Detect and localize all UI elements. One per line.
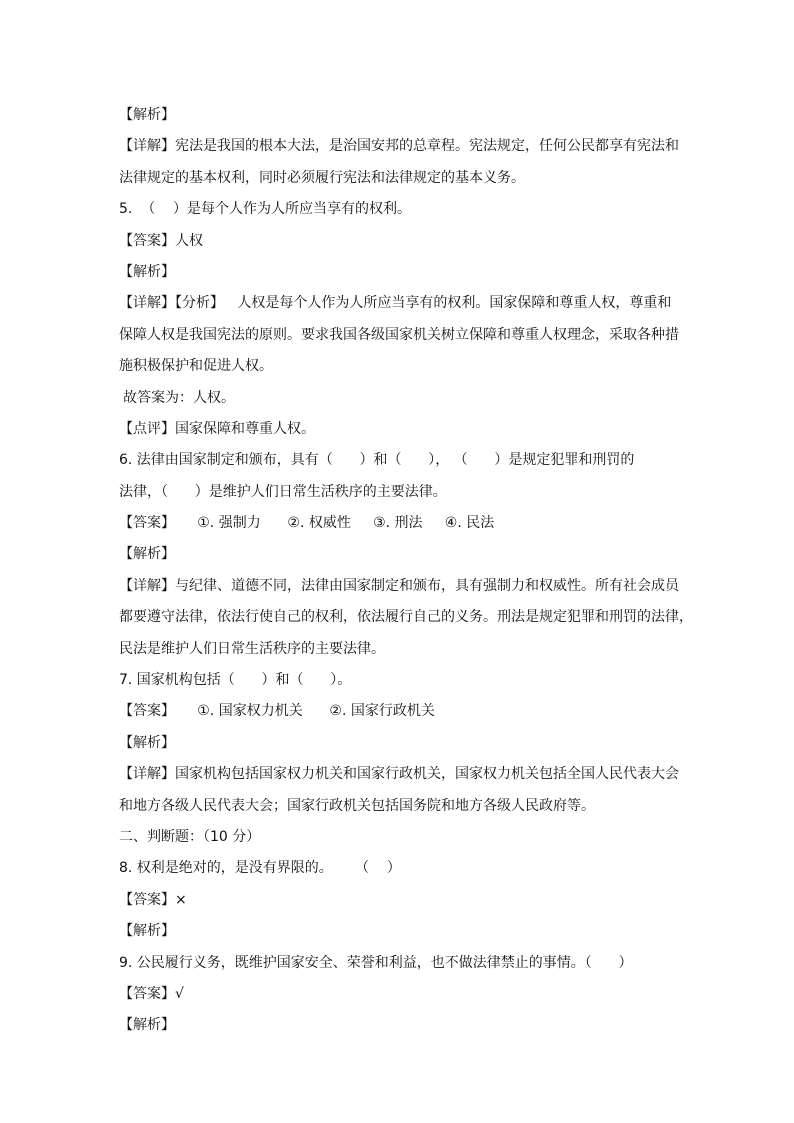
section-heading: 二、判断题：（10 分） — [119, 828, 261, 845]
explanation-text: 民法是维护人们日常生活秩序的主要法律。 — [119, 640, 385, 657]
explanation-text: 法律规定的基本权利，同时必须履行宪法和法律规定的基本义务。 — [119, 169, 525, 186]
explanation-text: 【详解】国家机构包括国家权力机关和国家行政机关，国家权力机关包括全国人民代表大会 — [119, 766, 679, 783]
analysis-heading: 【解析】 — [119, 107, 175, 123]
analysis-heading: 【解析】 — [119, 923, 175, 940]
question-6-continued: 法律，（ ）是维护人们日常生活秩序的主要法律。 — [119, 483, 447, 500]
answer-9: 【答案】√ — [119, 985, 184, 1002]
explanation-text: 【详解】与纪律、道德不同，法律由国家制定和颁布，具有强制力和权威性。所有社会成员 — [119, 577, 679, 594]
explanation-text: 和地方各级人民代表大会；国家行政机关包括国务院和地方各级人民政府等。 — [119, 797, 595, 814]
explanation-text: 【详解】【分析】 人权是每个人作为人所应当享有的权利。国家保障和尊重人权，尊重和 — [119, 295, 672, 312]
answer-7: 【答案】 ①. 国家权力机关 ②. 国家行政机关 — [119, 703, 435, 720]
document-body — [119, 100, 693, 1042]
comment-text: 【点评】国家保障和尊重人权。 — [119, 420, 315, 437]
analysis-heading: 【解析】 — [119, 263, 175, 280]
question-6: 6. 法律由国家制定和颁布，具有（ ）和（ ）， （ ）是规定犯罪和刑罚的 — [119, 452, 635, 469]
analysis-heading: 【解析】 — [119, 734, 175, 751]
question-7: 7. 国家机构包括（ ）和（ ）。 — [119, 672, 352, 689]
analysis-heading: 【解析】 — [119, 1017, 175, 1034]
conclusion-text: 故答案为：人权。 — [123, 389, 235, 406]
question-5: 5. （ ）是每个人作为人所应当享有的权利。 — [119, 201, 412, 218]
explanation-text: 【详解】宪法是我国的根本大法，是治国安邦的总章程。宪法规定，任何公民都享有宪法和 — [119, 138, 679, 155]
explanation-text: 施积极保护和促进人权。 — [119, 358, 273, 375]
explanation-text: 都要遵守法律，依法行使自己的权利，依法履行自己的义务。刑法是规定犯罪和刑罚的法律， — [119, 609, 693, 626]
analysis-heading: 【解析】 — [119, 546, 175, 563]
question-9: 9. 公民履行义务，既维护国家安全、荣誉和利益，也不做法律禁止的事情。（ ） — [119, 954, 633, 971]
answer-5: 【答案】人权 — [119, 232, 203, 249]
question-8: 8. 权利是绝对的，是没有界限的。 （ ） — [119, 860, 401, 877]
answer-6: 【答案】 ①. 强制力 ②. 权威性 ③. 刑法 ④. 民法 — [119, 515, 495, 532]
explanation-text: 保障人权是我国宪法的原则。要求我国各级国家机关树立保障和尊重人权理念，采取各种措 — [119, 326, 679, 343]
answer-8: 【答案】× — [119, 891, 187, 908]
